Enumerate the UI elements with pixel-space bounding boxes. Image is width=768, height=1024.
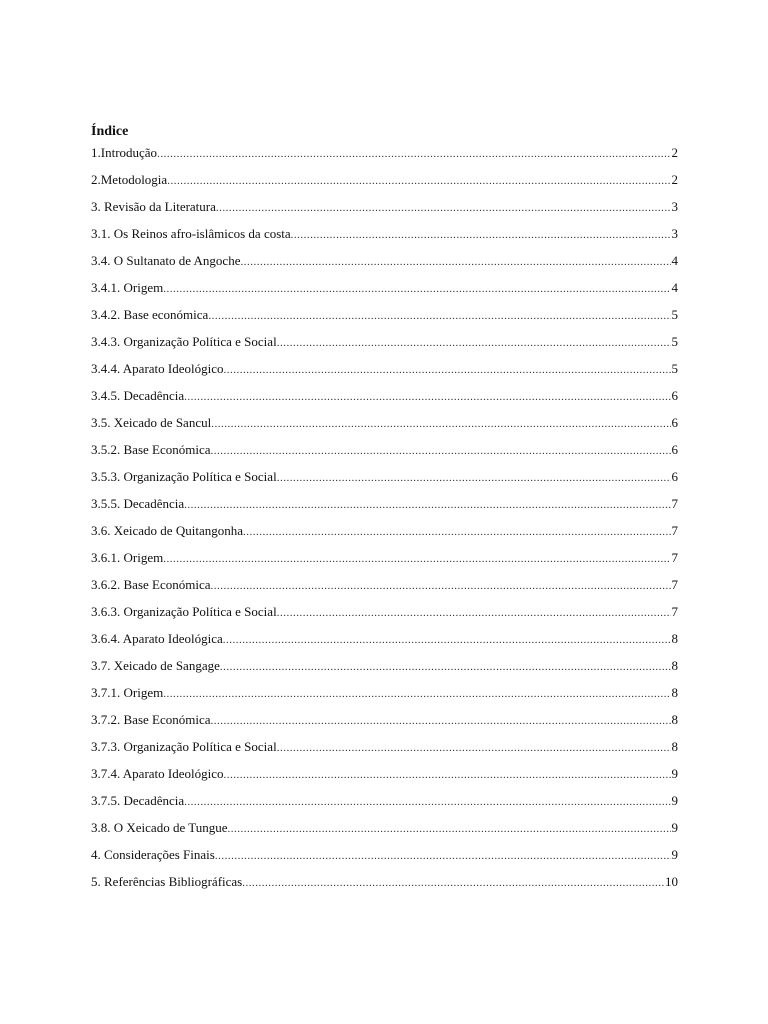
toc-entry[interactable] (91, 685, 678, 712)
toc-dot-leader (163, 686, 670, 702)
toc-entry[interactable] (91, 550, 678, 577)
toc-dot-leader (277, 335, 671, 351)
toc-entry-page-number: 8 (671, 685, 678, 700)
toc-entry[interactable] (91, 604, 678, 631)
toc-entry[interactable] (91, 334, 678, 361)
toc-entry-label: 3.4.4. Aparato Ideológico (91, 361, 224, 376)
toc-entry-label: 3. Revisão da Literatura (91, 199, 216, 214)
toc-entry-page-number: 6 (671, 388, 678, 403)
toc-dot-leader (224, 767, 671, 783)
toc-entry-label: 3.4.5. Decadência (91, 388, 185, 403)
toc-dot-leader (228, 821, 671, 837)
toc-entry-label: 3.4.1. Origem (91, 280, 164, 295)
toc-entry[interactable] (91, 226, 678, 253)
toc-dot-leader (211, 416, 670, 432)
toc-entry[interactable] (91, 712, 678, 739)
toc-dot-leader (163, 281, 670, 297)
toc-entry-page-number: 7 (671, 604, 678, 619)
toc-entry-page-number: 7 (671, 577, 678, 592)
toc-entry[interactable] (91, 280, 678, 307)
toc-dot-leader (184, 389, 670, 405)
toc-entry[interactable] (91, 199, 678, 226)
toc-entry-label: 2.Metodologia (91, 172, 168, 187)
toc-entry[interactable] (91, 388, 678, 415)
toc-entry-page-number: 8 (671, 712, 678, 727)
toc-entry[interactable] (91, 820, 678, 847)
toc-entry-page-number: 9 (671, 820, 678, 835)
toc-dot-leader (211, 578, 671, 594)
toc-entry[interactable] (91, 415, 678, 442)
toc-entry-label: 3.6. Xeicado de Quitangonha (91, 523, 243, 538)
toc-entry-label: 3.6.4. Aparato Ideológica (91, 631, 223, 646)
toc-entry-page-number: 9 (671, 766, 678, 781)
toc-dot-leader (157, 146, 670, 162)
toc-dot-leader (211, 443, 671, 459)
toc-entry[interactable] (91, 469, 678, 496)
toc-entry-label: 3.5.2. Base Económica (91, 442, 211, 457)
toc-entry-page-number: 3 (671, 199, 678, 214)
toc-entry[interactable] (91, 766, 678, 793)
toc-dot-leader (224, 362, 671, 378)
toc-entry[interactable] (91, 739, 678, 766)
toc-dot-leader (163, 551, 670, 567)
toc-entry[interactable] (91, 145, 678, 172)
toc-entry-label: 3.5.5. Decadência (91, 496, 185, 511)
toc-dot-leader (211, 713, 671, 729)
toc-entry-page-number: 8 (671, 739, 678, 754)
toc-entry[interactable] (91, 577, 678, 604)
toc-dot-leader (277, 605, 671, 621)
toc-entry-label: 3.7.1. Origem (91, 685, 164, 700)
toc-dot-leader (240, 254, 670, 270)
toc-entry-page-number: 7 (671, 496, 678, 511)
toc-dot-leader (277, 740, 671, 756)
toc-entry-label: 3.5. Xeicado de Sancul (91, 415, 212, 430)
toc-entry-page-number: 8 (671, 658, 678, 673)
toc-dot-leader (223, 632, 671, 648)
toc-entry[interactable] (91, 847, 678, 874)
toc-entry-label: 3.7.5. Decadência (91, 793, 185, 808)
toc-dot-leader (216, 200, 671, 216)
toc-dot-leader (184, 497, 670, 513)
toc-entry-page-number: 9 (671, 847, 678, 862)
toc-entry-page-number: 2 (671, 145, 678, 160)
toc-entry-page-number: 7 (671, 550, 678, 565)
toc-entry[interactable] (91, 253, 678, 280)
toc-entry-label: 3.7.2. Base Económica (91, 712, 211, 727)
toc-entry[interactable] (91, 307, 678, 334)
toc-entry-label: 3.1. Os Reinos afro-islâmicos da costa (91, 226, 291, 241)
toc-entry[interactable] (91, 658, 678, 685)
toc-entry-page-number: 3 (671, 226, 678, 241)
toc-entry-page-number: 6 (671, 442, 678, 457)
toc-dot-leader (184, 794, 670, 810)
toc-entry[interactable] (91, 874, 678, 901)
toc-dot-leader (167, 173, 670, 189)
toc-entry-page-number: 8 (671, 631, 678, 646)
toc-entry-label: 3.7.3. Organização Política e Social (91, 739, 277, 754)
toc-entry-page-number: 7 (671, 523, 678, 538)
toc-entry-label: 3.5.3. Organização Política e Social (91, 469, 277, 484)
toc-entry-label: 3.4.2. Base económica (91, 307, 209, 322)
toc-entry-label: 4. Considerações Finais (91, 847, 215, 862)
toc-entry-page-number: 6 (671, 415, 678, 430)
toc-entry-label: 3.6.2. Base Económica (91, 577, 211, 592)
toc-entry[interactable] (91, 172, 678, 199)
toc-entry[interactable] (91, 631, 678, 658)
toc-dot-leader (243, 524, 671, 540)
toc-entry[interactable] (91, 793, 678, 820)
toc-entry-label: 3.8. O Xeicado de Tungue (91, 820, 228, 835)
toc-entry-label: 3.7.4. Aparato Ideológico (91, 766, 224, 781)
toc-entry-page-number: 6 (671, 469, 678, 484)
toc-dot-leader (220, 659, 671, 675)
toc-title: Índice (91, 124, 129, 139)
toc-entry-label: 3.7. Xeicado de Sangage (91, 658, 220, 673)
toc-entry-page-number: 10 (665, 874, 678, 889)
toc-entry[interactable] (91, 496, 678, 523)
toc-dot-leader (208, 308, 670, 324)
toc-list (91, 145, 678, 901)
toc-dot-leader (242, 875, 664, 891)
toc-entry[interactable] (91, 442, 678, 469)
toc-entry-label: 1.Introdução (91, 145, 158, 160)
toc-entry-page-number: 4 (671, 280, 678, 295)
toc-dot-leader (215, 848, 671, 864)
toc-entry-page-number: 2 (671, 172, 678, 187)
toc-dot-leader (291, 227, 671, 243)
toc-entry-page-number: 4 (671, 253, 678, 268)
toc-entry-label: 3.4.3. Organização Política e Social (91, 334, 277, 349)
toc-entry-page-number: 5 (671, 307, 678, 322)
toc-entry-label: 3.6.3. Organização Política e Social (91, 604, 277, 619)
toc-entry-page-number: 9 (671, 793, 678, 808)
toc-entry-page-number: 5 (671, 361, 678, 376)
toc-entry-label: 3.4. O Sultanato de Angoche (91, 253, 241, 268)
toc-entry-page-number: 5 (671, 334, 678, 349)
toc-dot-leader (277, 470, 671, 486)
toc-entry[interactable] (91, 523, 678, 550)
toc-entry-label: 5. Referências Bibliográficas (91, 874, 243, 889)
toc-entry-label: 3.6.1. Origem (91, 550, 164, 565)
toc-entry[interactable] (91, 361, 678, 388)
